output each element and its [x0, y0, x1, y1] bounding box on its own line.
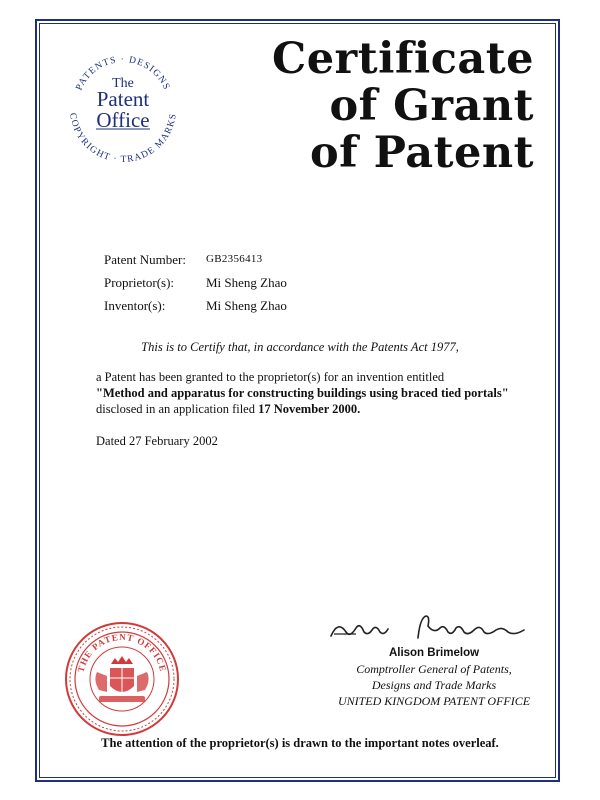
inventor-value: Mi Sheng Zhao	[206, 298, 287, 313]
certificate-title	[272, 36, 534, 177]
grant-text	[96, 369, 536, 417]
invention-title: "Method and apparatus for constructing buildings using braced tied portals"	[96, 386, 509, 400]
logo-line-2: Patent	[96, 87, 150, 111]
filed-date: 17 November 2000.	[258, 402, 361, 416]
patent-number-label: Patent Number:	[104, 252, 186, 267]
seal-text: THE PATENT OFFICE	[75, 631, 169, 674]
proprietor-value: Mi Sheng Zhao	[206, 275, 287, 290]
title-line-3: of Patent	[309, 128, 534, 178]
title-line-2: of Grant	[329, 81, 534, 131]
patent-office-logo	[56, 37, 190, 171]
signature	[326, 610, 536, 644]
patent-details	[104, 248, 287, 317]
logo-ring-bottom-text: COPYRIGHT · TRADE MARKS	[67, 112, 179, 166]
signatory-block	[320, 645, 548, 709]
grant-disclosed: disclosed in an application filed	[96, 402, 259, 416]
grant-intro: a Patent has been granted to the proprietor(s) for an invention entitled	[96, 370, 445, 384]
proprietor-row	[104, 271, 287, 294]
footer-notice: The attention of the proprietor(s) is drawn to the important notes overleaf.	[101, 736, 499, 750]
signatory-title-2: Designs and Trade Marks	[371, 678, 497, 692]
dated-line: Dated 27 February 2002	[96, 434, 218, 448]
title-line-1: Certificate	[271, 34, 534, 84]
inventor-row	[104, 294, 287, 317]
logo-ring-top-text: PATENTS · DESIGNS	[74, 54, 172, 93]
proprietor-label: Proprietor(s):	[104, 275, 175, 290]
signatory-office: UNITED KINGDOM PATENT OFFICE	[337, 694, 531, 708]
logo-line-1: The	[112, 76, 134, 91]
patent-number-row	[104, 248, 287, 271]
patent-number-value: GB2356413	[206, 253, 263, 265]
certify-statement: This is to Certify that, in accordance with the Patents Act 1977,	[141, 340, 459, 354]
signatory-name: Alison Brimelow	[388, 647, 480, 659]
logo-line-3: Office	[96, 108, 150, 132]
patent-office-seal	[63, 620, 181, 738]
inventor-label: Inventor(s):	[104, 298, 166, 313]
signatory-title-1: Comptroller General of Patents,	[356, 662, 512, 676]
